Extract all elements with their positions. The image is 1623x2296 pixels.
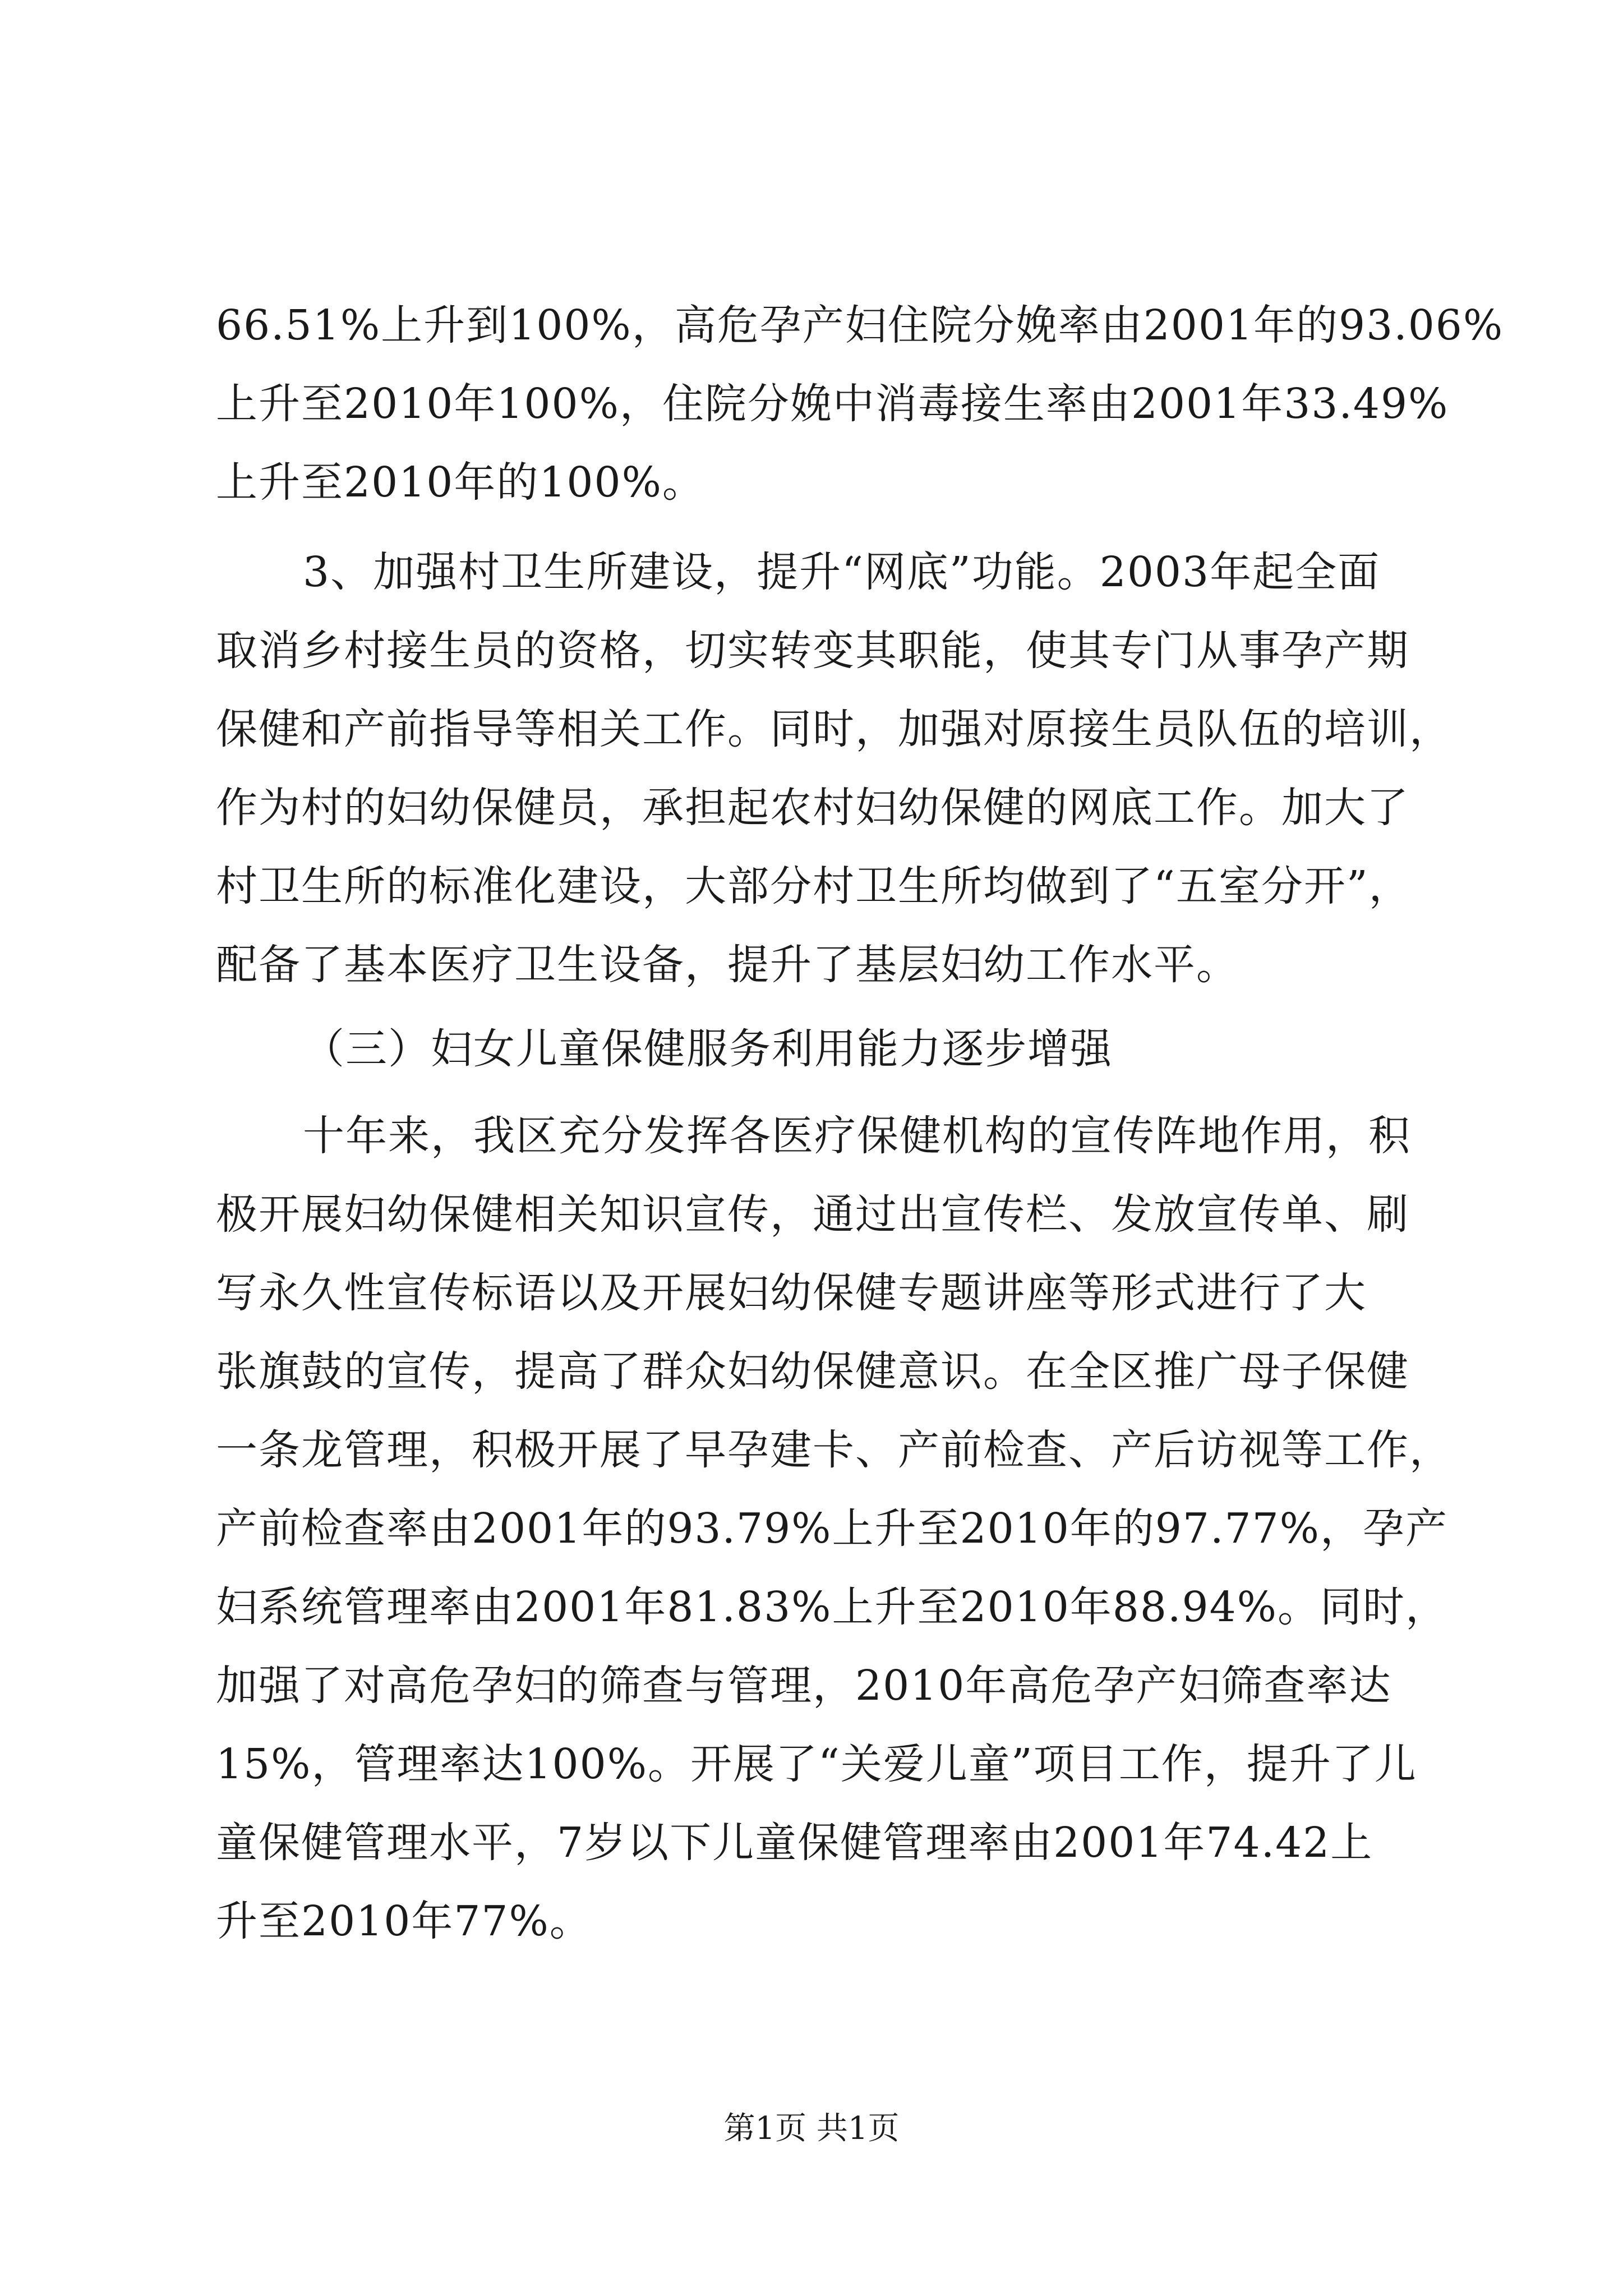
paragraph-line: 产前检查率由2001年的93.79%上升至2010年的97.77%，孕产	[216, 1504, 1448, 1553]
paragraph-line: 极开展妇幼保健相关知识宣传，通过出宣传栏、发放宣传单、刷	[216, 1190, 1409, 1239]
section-heading: （三）妇女儿童保健服务利用能力逐步增强	[303, 1025, 1113, 1073]
paragraph-line: 张旗鼓的宣传，提高了群众妇幼保健意识。在全区推广母子保健	[216, 1347, 1409, 1396]
paragraph-line: 取消乡村接生员的资格，切实转变其职能，使其专门从事孕产期	[216, 627, 1409, 675]
paragraph-line: 上升至2010年100%，住院分娩中消毒接生率由2001年33.49%	[216, 380, 1449, 428]
paragraph-line: 3、加强村卫生所建设，提升“网底”功能。2003年起全面	[303, 548, 1381, 596]
paragraph-line: 15%，管理率达100%。开展了“关爱儿童”项目工作，提升了儿	[216, 1740, 1417, 1788]
paragraph-line: 一条龙管理，积极开展了早孕建卡、产前检查、产后访视等工作，	[216, 1426, 1452, 1474]
paragraph-line: 童保健管理水平，7岁以下儿童保健管理率由2001年74.42上	[216, 1819, 1373, 1867]
paragraph-line: 升至2010年77%。	[216, 1897, 592, 1945]
paragraph-line: 上升至2010年的100%。	[216, 458, 705, 507]
paragraph-line: 保健和产前指导等相关工作。同时，加强对原接生员队伍的培训，	[216, 705, 1452, 753]
paragraph-line: 配备了基本医疗卫生设备，提升了基层妇幼工作水平。	[216, 941, 1239, 989]
paragraph-line: 作为村的妇幼保健员，承担起农村妇幼保健的网底工作。加大了	[216, 784, 1409, 832]
paragraph-line: 加强了对高危孕妇的筛查与管理，2010年高危孕产妇筛查率达	[216, 1662, 1392, 1710]
paragraph-line: 村卫生所的标准化建设，大部分村卫生所均做到了“五室分开”，	[216, 862, 1412, 910]
paragraph-line: 妇系统管理率由2001年81.83%上升至2010年88.94%。同时，	[216, 1583, 1448, 1631]
page-footer: 第1页 共1页	[723, 2110, 900, 2147]
paragraph-line: 66.51%上升到100%，高危孕产妇住院分娩率由2001年的93.06%	[216, 301, 1504, 349]
paragraph-line: 写永久性宣传标语以及开展妇幼保健专题讲座等形式进行了大	[216, 1269, 1367, 1317]
paragraph-line: 十年来，我区充分发挥各医疗保健机构的宣传阵地作用，积	[303, 1112, 1411, 1160]
